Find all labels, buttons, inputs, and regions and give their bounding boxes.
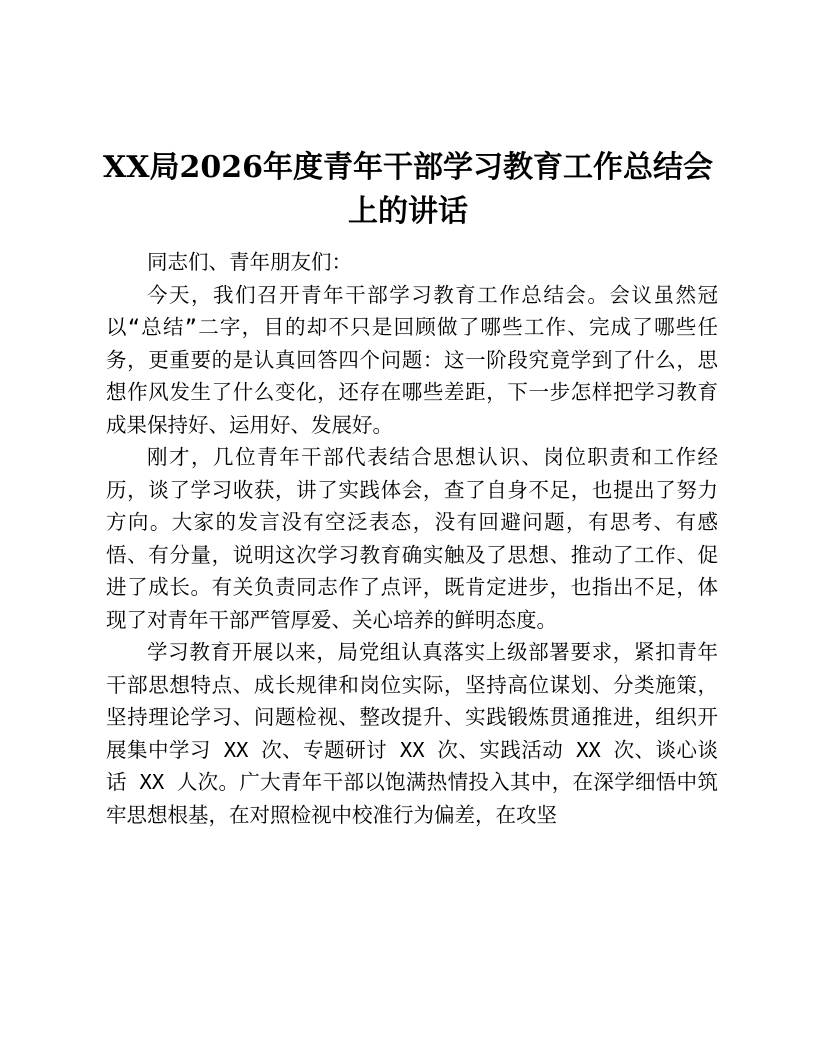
document-title: XX局2026年度青年干部学习教育工作总结会上的讲话 xyxy=(102,150,714,229)
salutation-paragraph: 同志们、青年朋友们： xyxy=(147,250,352,274)
body-paragraph: 刚才，几位青年干部代表结合思想认识、岗位职责和工作经历，谈了学习收获，讲了实践体会，查了自身不足，也提出了努力方向。大家的发言没有空泛表态，没有回避问题，有思考、有感悟、有分量，说明这次学习教育确实触及了思想、推动了工作、促进了成长。有关负责同志作了点评，既肯定进步，也指出不足，体现了对青年干部严管厚爱、关心培养的鲜明态度。 xyxy=(106,445,718,632)
body-paragraph: 学习教育开展以来，局党组认真落实上级部署要求，紧扣青年干部思想特点、成长规律和岗位实际，坚持高位谋划、分类施策，坚持理论学习、问题检视、整改提升、实践锻炼贯通推进，组织开展集中学习 XX 次、专题研讨 XX 次、实践活动 XX 次、谈心谈话 XX 人次。广大青年干部以饱满热情投入其中，在深学细悟中筑牢思想根基，在对照检视中校准行为偏差，在攻坚 xyxy=(106,640,718,827)
body-paragraph: 今天，我们召开青年干部学习教育工作总结会。会议虽然冠以“总结”二字，目的却不只是回顾做了哪些工作、完成了哪些任务，更重要的是认真回答四个问题：这一阶段究竟学到了什么，思想作风发生了什么变化，还存在哪些差距，下一步怎样把学习教育成果保持好、运用好、发展好。 xyxy=(106,282,718,437)
document-body xyxy=(106,246,718,831)
